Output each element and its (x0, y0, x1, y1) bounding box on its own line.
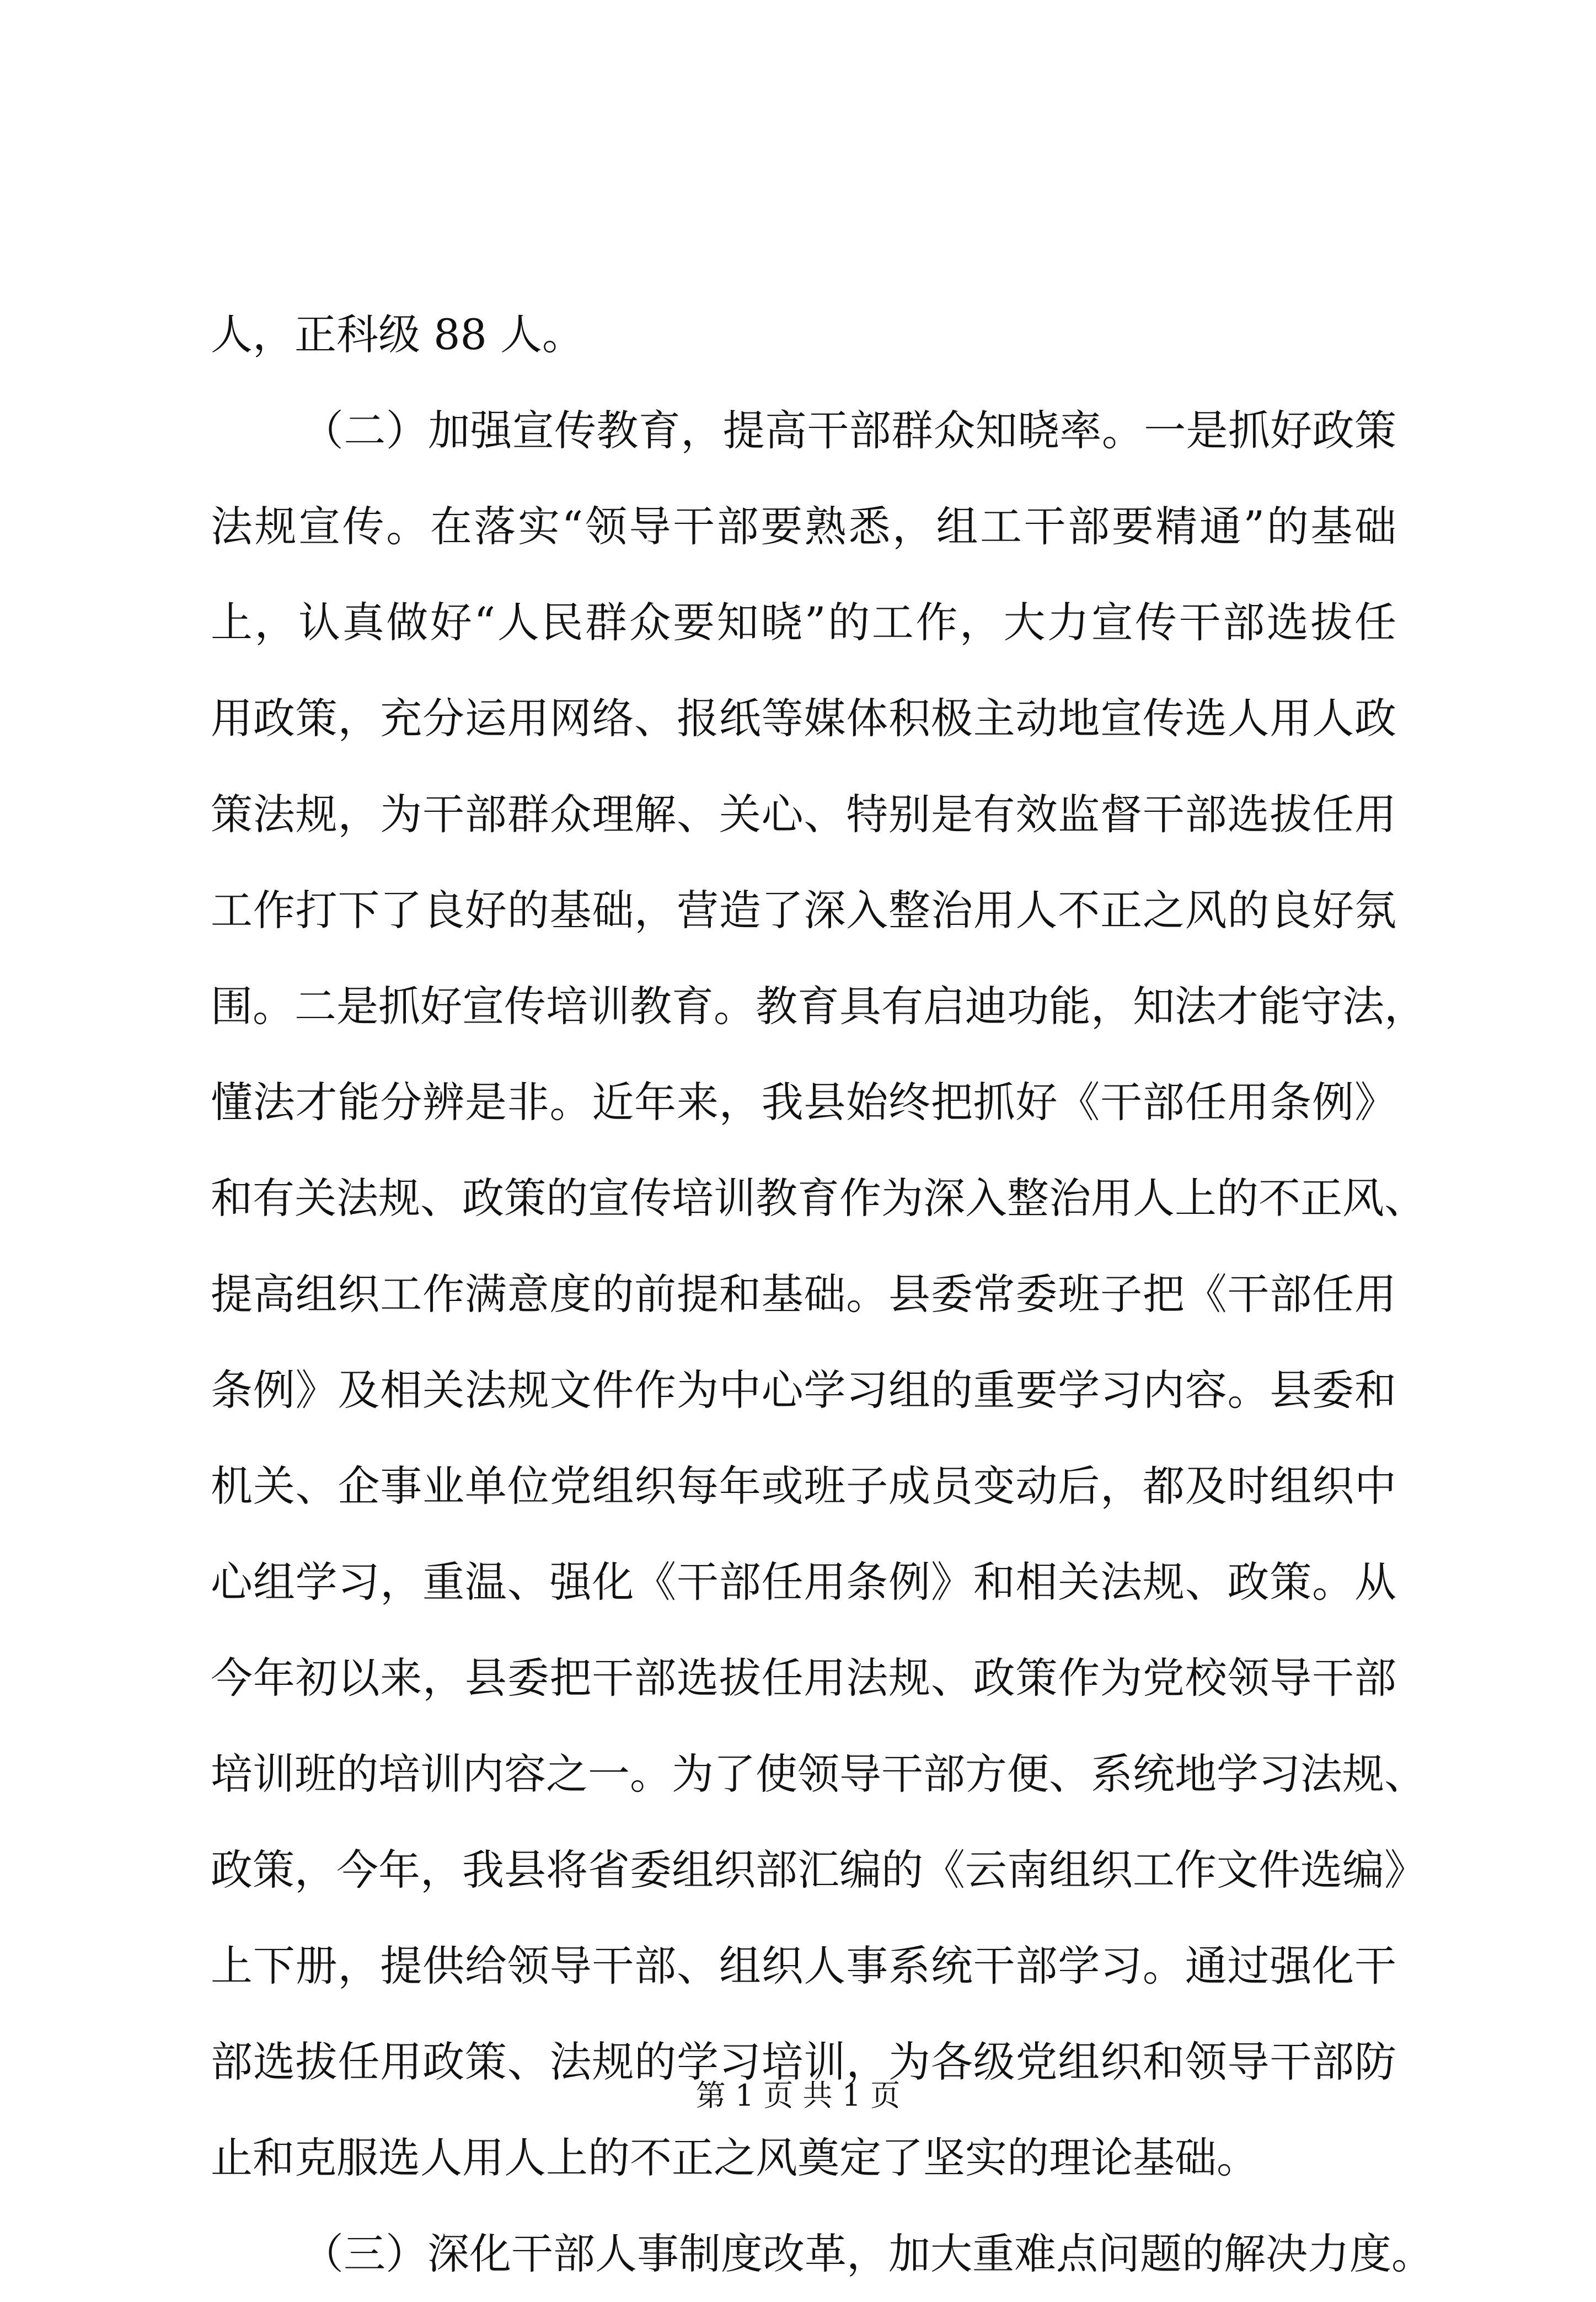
text-line: 策法规，为干部群众理解、关心、特别是有效监督干部选拔任用 (211, 790, 1396, 839)
text-line: 人，正科级 88 人。 (211, 310, 585, 359)
text-line: 部选拔任用政策、法规的学习培训，为各级党组织和领导干部防 (211, 2037, 1396, 2086)
text-line: 上下册，提供给领导干部、组织人事系统干部学习。通过强化干 (211, 1941, 1396, 1990)
document-body (211, 287, 1433, 2302)
text-line: 政策，今年，我县将省委组织部汇编的《云南组织工作文件选编》 (211, 1845, 1426, 1894)
text-line: （三）深化干部人事制度改革，加大重难点问题的解决力度。 (302, 2229, 1433, 2278)
text-line: 法规宣传。在落实“领导干部要熟悉，组工干部要精通”的基础 (211, 502, 1396, 551)
text-line: 工作打下了良好的基础，营造了深入整治用人不正之风的良好氛 (211, 886, 1396, 935)
text-line: 和有关法规、政策的宣传培训教育作为深入整治用人上的不正风、 (211, 1174, 1426, 1223)
text-line: 用政策，充分运用网络、报纸等媒体积极主动地宣传选人用人政 (211, 694, 1396, 743)
text-line: 懂法才能分辨是非。近年来，我县始终把抓好《干部任用条例》 (211, 1078, 1396, 1127)
text-line: 上，认真做好“人民群众要知晓”的工作，大力宣传干部选拔任 (211, 598, 1396, 647)
text-line: 心组学习，重温、强化《干部任用条例》和相关法规、政策。从 (211, 1557, 1396, 1607)
text-line: 提高组织工作满意度的前提和基础。县委常委班子把《干部任用 (211, 1270, 1396, 1319)
text-line: 止和克服选人用人上的不正之风奠定了坚实的理论基础。 (211, 2133, 1258, 2182)
text-line: 培训班的培训内容之一。为了使领导干部方便、系统地学习法规、 (211, 1749, 1426, 1798)
text-line: 机关、企事业单位党组织每年或班子成员变动后，都及时组织中 (211, 1461, 1396, 1511)
text-line: 围。二是抓好宣传培训教育。教育具有启迪功能，知法才能守法， (211, 982, 1426, 1031)
text-line: 今年初以来，县委把干部选拔任用法规、政策作为党校领导干部 (211, 1653, 1396, 1703)
page-footer: 第 1 页 共 1 页 (695, 2078, 901, 2113)
text-line: 条例》及相关法规文件作为中心学习组的重要学习内容。县委和 (211, 1366, 1396, 1415)
text-line: （二）加强宣传教育，提高干部群众知晓率。一是抓好政策 (302, 406, 1396, 455)
